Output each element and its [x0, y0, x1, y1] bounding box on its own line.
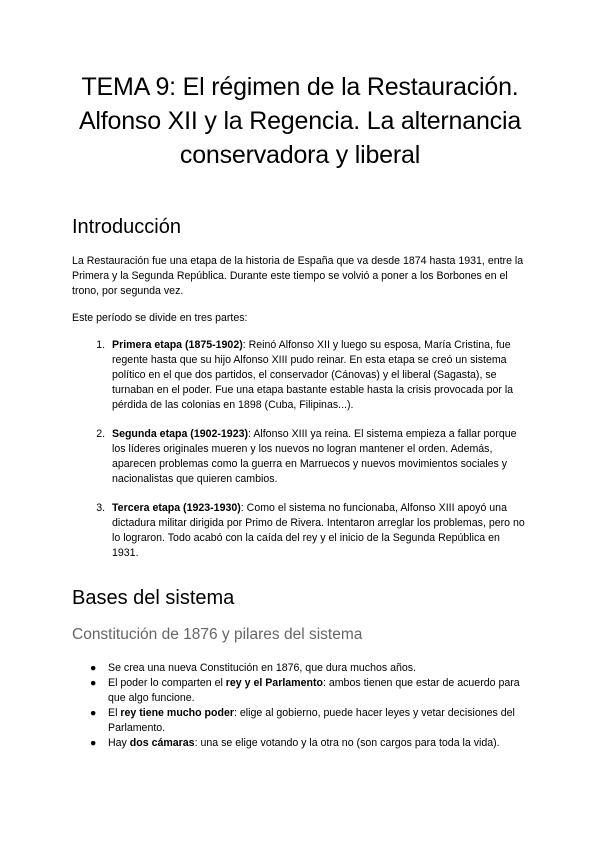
bases-item-text: : ambos tienen que estar de acuerdo para que algo funcione. [108, 677, 520, 704]
bases-list [72, 661, 528, 751]
bullet-icon: ● [90, 677, 97, 689]
bullet-icon: ● [90, 737, 97, 749]
bases-item-bold: rey tiene mucho poder [120, 707, 234, 719]
stage-text: : Alfonso XIII ya reina. El sistema empieza a fallar porque los líderes originales mueren y los nuevos no logran mantener el orden. Además, aparecen problemas como la guerra en Marruecos y nuevos movimientos sociales y nacionalistas que quieren cambios. [112, 428, 517, 485]
intro-paragraph-1: La Restauración fue una etapa de la historia de España que va desde 1874 hasta 1931, entre la Primera y la Segunda República. Durante este tiempo se volvió a poner a los Borbones en el trono, por segunda vez. [72, 255, 524, 297]
bases-item-bold: rey y el Parlamento [225, 677, 323, 689]
stage-title: Segunda etapa (1902-1923) [112, 428, 249, 440]
bases-item-text: Hay [108, 737, 130, 749]
stage-item-3 [108, 501, 528, 561]
stages-list [72, 338, 528, 561]
intro-heading: Introducción [72, 216, 181, 238]
stage-title: Tercera etapa (1923-1930) [112, 502, 241, 514]
bases-heading: Bases del sistema [72, 587, 235, 609]
bases-item-4 [90, 736, 528, 751]
document-title: TEMA 9: El régimen de la Restauración. Alfonso XII y la Regencia. La alternancia conservadora y liberal [78, 73, 522, 169]
bases-subheading: Constitución de 1876 y pilares del sistema [72, 626, 363, 643]
bullet-icon: ● [90, 662, 97, 674]
stage-item-2 [108, 427, 528, 487]
bases-item-text: El [108, 707, 121, 719]
bases-item-text: Se crea una nueva Constitución en 1876, que dura muchos años. [108, 662, 417, 674]
intro-paragraph-2: Este período se divide en tres partes: [72, 312, 248, 324]
bases-item-text: : elige al gobierno, puede hacer leyes y vetar decisiones del Parlamento. [108, 707, 515, 734]
bases-item-text: El poder lo comparten el [108, 677, 226, 689]
bases-item-3 [90, 706, 528, 736]
stage-item-1 [108, 338, 528, 413]
bullet-icon: ● [90, 707, 97, 719]
bases-item-1 [90, 661, 528, 676]
stage-text: : Reinó Alfonso XII y luego su esposa, María Cristina, fue regente hasta que su hijo Alfonso XIII pudo reinar. En esta etapa se creó un sistema político en el que dos partidos, el conservador (Cánovas) y el liberal (Sagasta), se turnaban en el poder. Fue una etapa bastante estable hasta la crisis provocada por la pérdida de las colonias en 1898 (Cuba, Filipinas...). [112, 339, 514, 411]
bases-item-2 [90, 676, 528, 706]
bases-item-text: : una se elige votando y la otra no (son cargos para toda la vida). [194, 737, 500, 749]
stage-title: Primera etapa (1875-1902) [112, 339, 243, 351]
stage-text: : Como el sistema no funcionaba, Alfonso XIII apoyó una dictadura militar dirigida por Primo de Rivera. Intentaron arreglar los problemas, pero no lo lograron. Todo acabó con la caída del rey y el inicio de la Segunda República en 1931. [112, 502, 525, 559]
bases-item-bold: dos cámaras [129, 737, 195, 749]
